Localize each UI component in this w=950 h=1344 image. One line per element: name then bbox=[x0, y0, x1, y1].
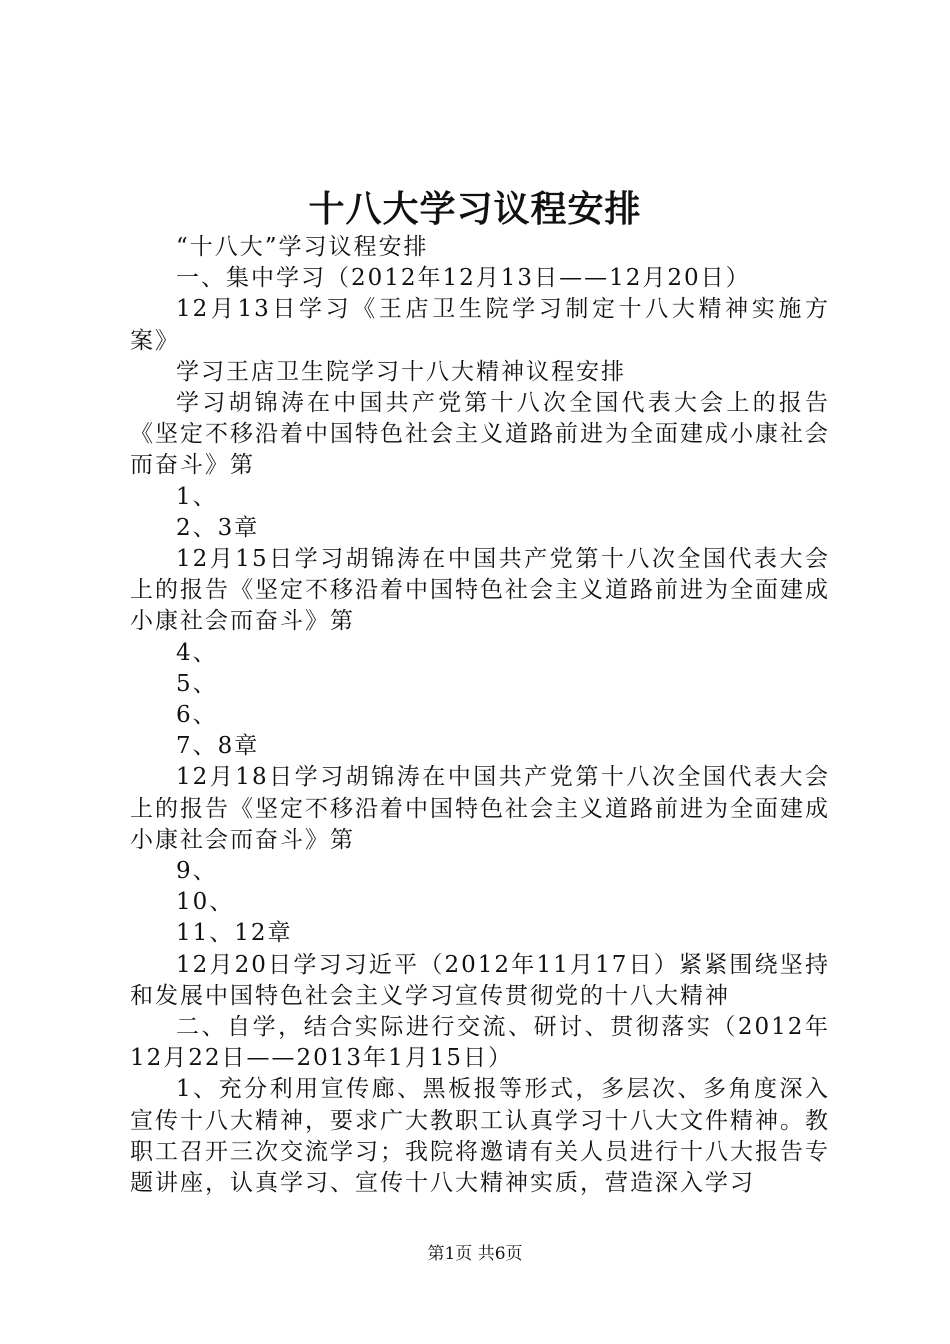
page-footer: 第1页 共6页 bbox=[427, 1244, 523, 1264]
paragraph-chapter-item: 6、 bbox=[176, 702, 218, 729]
paragraph-chapter-item: 1、 bbox=[176, 483, 218, 510]
paragraph-chapter-item: 11、12章 bbox=[176, 920, 293, 947]
paragraph-chapter-item: 10、 bbox=[176, 889, 235, 916]
paragraph-chapter-item: 7、8章 bbox=[176, 733, 260, 760]
paragraph-chapter-item: 9、 bbox=[176, 858, 218, 885]
paragraph-chapter-item: 5、 bbox=[176, 670, 218, 697]
document-title: 十八大学习议程安排 bbox=[308, 189, 642, 230]
document-body bbox=[130, 232, 830, 1199]
paragraph-dec20: 12月20日学习习近平（2012年11月17日）紧紧围绕坚持和发展中国特色社会主义学习宣传贯彻党的十八大精神 bbox=[130, 951, 830, 1009]
paragraph-report-study: 学习胡锦涛在中国共产党第十八次全国代表大会上的报告《坚定不移沿着中国特色社会主义道路前进为全面建成小康社会而奋斗》第 bbox=[130, 390, 830, 479]
paragraph-agenda-study: 学习王店卫生院学习十八大精神议程安排 bbox=[176, 358, 626, 385]
paragraph-chapter-item: 2、3章 bbox=[176, 514, 260, 541]
paragraph-section-1-heading: 一、集中学习（2012年12月13日——12月20日） bbox=[176, 265, 751, 292]
paragraph-dec15: 12月15日学习胡锦涛在中国共产党第十八次全国代表大会上的报告《坚定不移沿着中国特色社会主义道路前进为全面建成小康社会而奋斗》第 bbox=[130, 546, 830, 635]
paragraph-chapter-item: 4、 bbox=[176, 639, 218, 666]
paragraph-subtitle: “十八大”学习议程安排 bbox=[176, 234, 429, 260]
paragraph-section-2-heading: 二、自学，结合实际进行交流、研讨、贯彻落实（2012年12月22日——2013年1月15日） bbox=[130, 1014, 830, 1072]
paragraph-dec18: 12月18日学习胡锦涛在中国共产党第十八次全国代表大会上的报告《坚定不移沿着中国特色社会主义道路前进为全面建成小康社会而奋斗》第 bbox=[130, 764, 830, 853]
paragraph-self-study-item-1: 1、充分利用宣传廊、黑板报等形式，多层次、多角度深入宣传十八大精神，要求广大教职工认真学习十八大文件精神。教职工召开三次交流学习；我院将邀请有关人员进行十八大报告专题讲座，认真学习、宣传十八大精神实质，营造深入学习 bbox=[130, 1076, 830, 1197]
paragraph-dec13: 12月13日学习《王店卫生院学习制定十八大精神实施方案》 bbox=[130, 296, 830, 354]
